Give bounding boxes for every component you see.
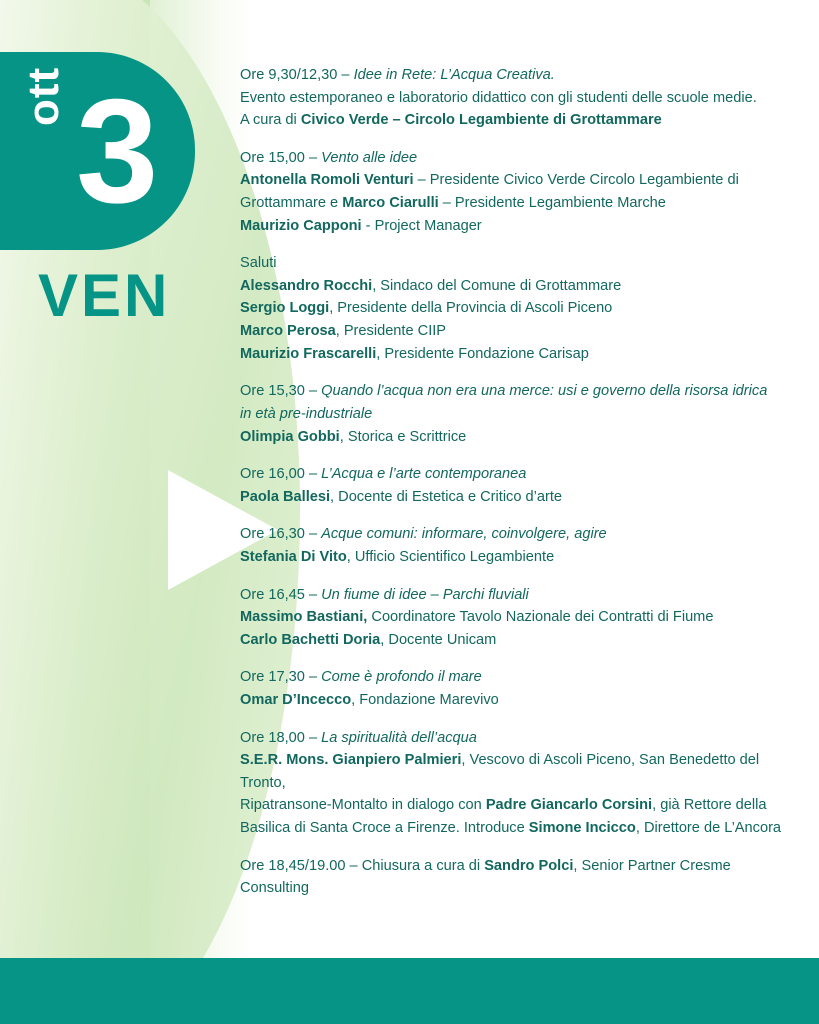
program-line bbox=[240, 584, 785, 607]
program-line bbox=[240, 855, 785, 900]
program-line bbox=[240, 606, 785, 629]
program-text: Ore 16,30 – bbox=[240, 526, 322, 543]
program-text: , Docente Unicam bbox=[380, 631, 497, 648]
block-1630 bbox=[240, 523, 785, 568]
program-text: , Sindaco del Comune di Grottammare bbox=[372, 277, 622, 294]
program-text: , Ufficio Scientifico Legambiente bbox=[346, 548, 555, 565]
program-line bbox=[240, 109, 785, 132]
program-line bbox=[240, 87, 785, 110]
footer-bar bbox=[0, 958, 819, 1024]
program-text: , Presidente Fondazione Carisap bbox=[376, 345, 589, 362]
date-day-number: 3 bbox=[76, 69, 159, 234]
program-name: Maurizio Capponi bbox=[240, 217, 362, 234]
program-text: A cura di bbox=[240, 112, 301, 129]
date-badge bbox=[0, 52, 195, 250]
program-name: Marco Ciarulli bbox=[342, 195, 439, 212]
program-text: , Presidente della Provincia di Ascoli Piceno bbox=[329, 300, 613, 317]
program-line bbox=[240, 215, 785, 238]
program-line bbox=[240, 192, 785, 215]
program-text: Ore 15,00 – bbox=[240, 149, 322, 166]
program-text: Grottammare e bbox=[240, 195, 343, 212]
date-month-label: ott bbox=[19, 66, 68, 126]
program-name: Marco Perosa bbox=[240, 323, 336, 340]
program-line bbox=[240, 380, 785, 403]
program-name: S.E.R. Mons. Gianpiero Palmieri bbox=[240, 752, 462, 769]
program-text: – Presidente Civico Verde Circolo Legambiente di bbox=[413, 172, 739, 189]
block-1845 bbox=[240, 855, 785, 900]
program-line bbox=[240, 320, 785, 343]
program-text: Ore 16,45 – bbox=[240, 586, 322, 603]
block-1530 bbox=[240, 380, 785, 448]
program-text: – Presidente Legambiente Marche bbox=[438, 195, 666, 212]
program-name: Massimo Bastiani, bbox=[240, 609, 368, 626]
program-text: Saluti bbox=[240, 255, 277, 272]
program-text: Ripatransone-Montalto in dialogo con bbox=[240, 797, 486, 814]
block-saluti bbox=[240, 252, 785, 365]
program-text: , Senior Partner Cresme Consulting bbox=[240, 857, 731, 897]
program-text: , Docente di Estetica e Critico d’arte bbox=[330, 488, 563, 505]
program-line bbox=[240, 64, 785, 87]
program-line bbox=[240, 689, 785, 712]
program-line bbox=[240, 817, 785, 840]
program-line bbox=[240, 403, 785, 426]
program-title: Acque comuni: informare, coinvolgere, agire bbox=[321, 526, 607, 543]
program-title: Quando l’acqua non era una merce: usi e governo della risorsa idrica bbox=[321, 383, 768, 400]
program-text: Coordinatore Tavolo Nazionale dei Contratti di Fiume bbox=[367, 609, 714, 626]
block-1800 bbox=[240, 727, 785, 840]
program-text: Ore 18,45/19.00 – Chiusura a cura di bbox=[240, 857, 485, 874]
program-title: La spiritualità dell’acqua bbox=[321, 729, 477, 746]
program-title: Un fiume di idee – Parchi fluviali bbox=[321, 586, 529, 603]
program-line bbox=[240, 629, 785, 652]
program-name: Carlo Bachetti Doria bbox=[240, 631, 381, 648]
program-name: Padre Giancarlo Corsini bbox=[485, 797, 653, 814]
program-name: Simone Incicco bbox=[528, 820, 636, 837]
program-name: Sandro Polci bbox=[484, 857, 574, 874]
program-text: Ore 15,30 – bbox=[240, 383, 322, 400]
program-text: , già Rettore della bbox=[652, 797, 767, 814]
program-text: , Fondazione Marevivo bbox=[351, 692, 499, 709]
program-text: , Direttore de L’Ancora bbox=[635, 820, 782, 837]
program-text: Ore 18,00 – bbox=[240, 729, 322, 746]
program-line bbox=[240, 426, 785, 449]
block-1500 bbox=[240, 147, 785, 237]
program-text: , Presidente CIIP bbox=[335, 323, 447, 340]
program-text: , Vescovo di Ascoli Piceno, San Benedetto del Tronto, bbox=[240, 752, 760, 791]
program-line bbox=[240, 297, 785, 320]
program-text: Ore 9,30/12,30 – bbox=[240, 67, 354, 83]
program-line bbox=[240, 546, 785, 569]
program-name: Alessandro Rocchi bbox=[240, 277, 373, 294]
program-line bbox=[240, 463, 785, 486]
program-name: Olimpia Gobbi bbox=[240, 428, 340, 445]
program-line bbox=[240, 147, 785, 170]
program-line bbox=[240, 523, 785, 546]
program-name: Civico Verde – Circolo Legambiente di Grottammare bbox=[300, 112, 662, 129]
program-line bbox=[240, 169, 785, 192]
block-1600 bbox=[240, 463, 785, 508]
program-schedule bbox=[240, 64, 785, 915]
program-name: Sergio Loggi bbox=[240, 300, 330, 317]
program-title: Idee in Rete: L’Acqua Creativa. bbox=[353, 67, 555, 83]
program-text: Basilica di Santa Croce a Firenze. Introduce bbox=[240, 820, 529, 837]
program-line bbox=[240, 486, 785, 509]
program-line bbox=[240, 666, 785, 689]
program-line bbox=[240, 749, 785, 794]
program-text: - Project Manager bbox=[361, 217, 482, 234]
block-1645 bbox=[240, 584, 785, 652]
program-line bbox=[240, 794, 785, 817]
program-text: , Storica e Scrittrice bbox=[339, 428, 467, 445]
block-1730 bbox=[240, 666, 785, 711]
program-line bbox=[240, 343, 785, 366]
program-name: Paola Ballesi bbox=[240, 488, 331, 505]
program-name: Omar D’Incecco bbox=[240, 692, 352, 709]
program-line bbox=[240, 275, 785, 298]
program-name: Stefania Di Vito bbox=[240, 548, 347, 565]
program-name: Antonella Romoli Venturi bbox=[240, 172, 414, 189]
program-line bbox=[240, 727, 785, 750]
program-line bbox=[240, 252, 785, 275]
program-text: Ore 17,30 – bbox=[240, 669, 322, 686]
program-title: L’Acqua e l’arte contemporanea bbox=[321, 466, 527, 483]
program-title: in età pre-industriale bbox=[240, 405, 373, 422]
program-name: Maurizio Frascarelli bbox=[240, 345, 377, 362]
date-weekday-label: VEN bbox=[38, 262, 171, 329]
program-text: Evento estemporaneo e laboratorio didattico con gli studenti delle scuole medie. bbox=[240, 89, 757, 106]
program-text: Ore 16,00 – bbox=[240, 466, 322, 483]
program-title: Come è profondo il mare bbox=[321, 669, 482, 686]
program-title: Vento alle idee bbox=[321, 149, 418, 166]
block-0930 bbox=[240, 64, 785, 132]
